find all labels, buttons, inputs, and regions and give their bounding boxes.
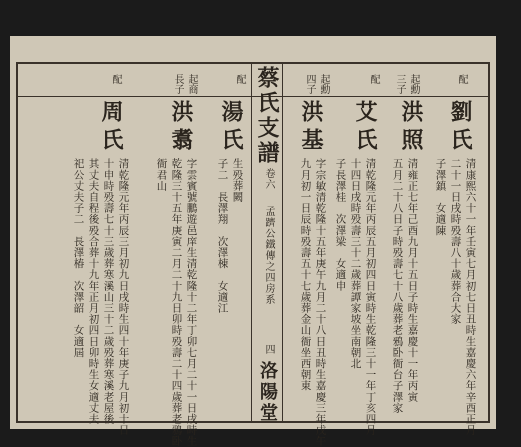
role-label: 長子 — [172, 74, 183, 94]
role-label: 三子 — [394, 74, 405, 94]
person-name: 劉氏 — [447, 100, 473, 156]
record-line: 清乾隆元年丙辰五月初四日寅時生乾隆三十一年丁亥四月 — [364, 158, 377, 436]
record-line: 清雍正七年己酉九月十五日子時生嘉慶十一年丙寅 — [406, 158, 419, 403]
person-name: 艾氏 — [352, 100, 378, 156]
record-line: 子二 長澤翔 次澤棟 女適江 — [216, 158, 229, 314]
book-title: 蔡氏支譜 — [254, 66, 280, 166]
branch-line: 孟躋公鐵傳之四房系 — [263, 206, 274, 305]
role-label: 配 — [456, 74, 467, 84]
record-line: 乾隆三十五年庚寅二月二十九日卯時殁壽二十四歲葬老鴉卧 — [170, 158, 183, 447]
role-label: 起勳 — [408, 74, 419, 94]
record-line: 九月初一日辰時殁壽五十七歲葬金山衙坐西朝東 — [299, 158, 312, 392]
hall-name: 洛陽堂 — [257, 361, 278, 424]
person-name: 洪照 — [398, 100, 424, 156]
role-label: 配 — [234, 74, 245, 84]
record-line: 其丈夫自程後殁合葬十九年正月初四日卯時生女適丈夫 — [87, 158, 100, 425]
role-label: 配 — [368, 74, 379, 84]
record-line: 十四日戌時殁壽三十二歲葬譚家坡坐南朝北 — [349, 158, 362, 369]
role-label: 四子 — [304, 74, 315, 94]
record-line: 生殁葬闕 — [231, 158, 244, 203]
role-label: 配 — [110, 74, 121, 84]
person-name: 洪基 — [298, 100, 324, 156]
record-line: 子澤鎮 女適陳 — [434, 158, 447, 236]
record-line: 清乾隆元年丙辰三月初九日戌時生四十年庚子九月初十日 — [117, 158, 130, 436]
record-line: 十申時殁壽七十三歲葬寒溪山三十二歲殁葬寒溪老屋後 — [102, 158, 115, 425]
record-line: 清康熙六十一年壬寅七月初七日丑時生嘉慶六年辛酉正月 — [464, 158, 477, 436]
record-line: 字宗敏清乾隆十五年庚午九月二十八日丑時生嘉慶三年戊午 — [314, 158, 327, 447]
record-line: 二十一日戌時殁壽八十歲葬合大家 — [449, 158, 462, 325]
role-label: 起商 — [186, 74, 197, 94]
record-line: 字雲賓號鵬遊邑庠生清乾隆十二年丁卯七月二十一日戌時生 — [185, 158, 198, 447]
genealogy-page — [10, 36, 496, 447]
person-name: 周氏 — [98, 100, 124, 156]
role-label: 起勳 — [318, 74, 329, 94]
record-line: 祀公丈夫子二 長澤椿 次澤韶 女適屆 — [72, 158, 85, 358]
person-name: 洪翥 — [168, 100, 194, 156]
record-line: 衙君山 — [155, 158, 168, 192]
page-number: 四 — [263, 344, 274, 355]
person-name: 湯氏 — [218, 100, 244, 156]
record-line: 五月二十八日子時殁壽七十八歲葬老鴉卧衙台子澤家 — [391, 158, 404, 414]
volume-label: 卷六 — [263, 168, 274, 190]
record-line: 子長澤桂 次澤梁 女適申 — [334, 158, 347, 292]
